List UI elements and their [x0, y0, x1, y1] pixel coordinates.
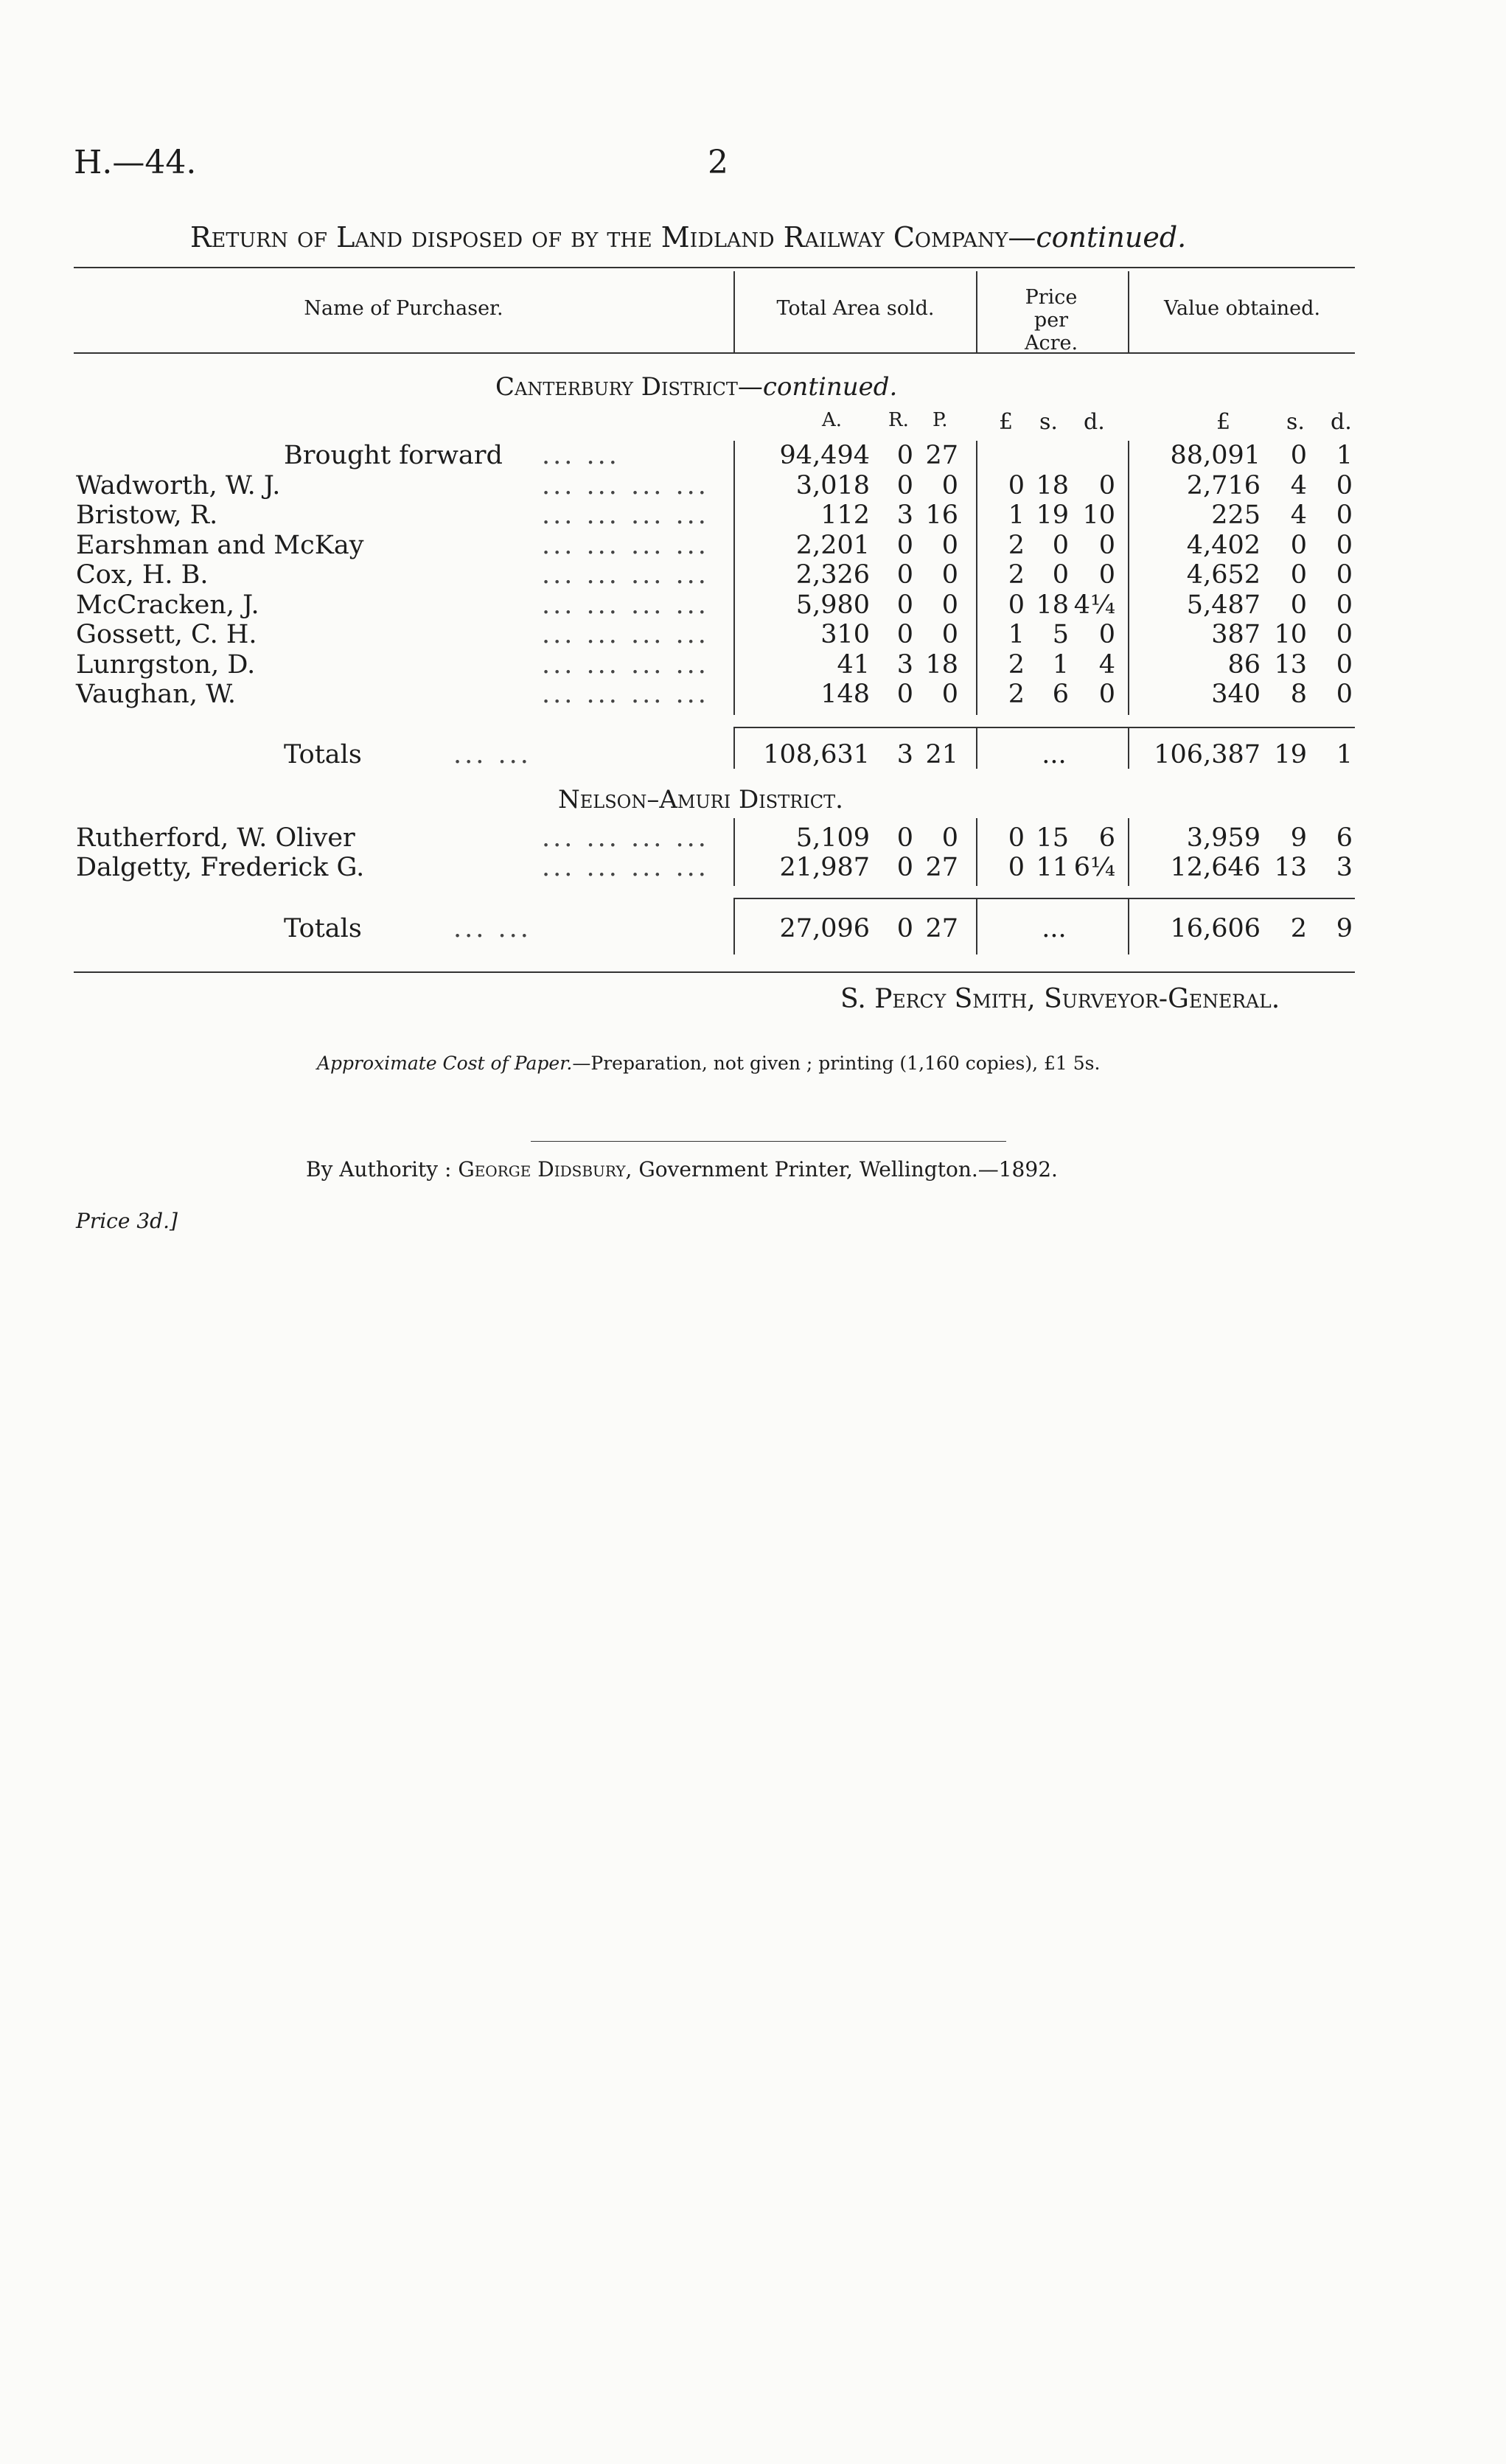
- value-pence: 0: [1336, 620, 1353, 649]
- purchaser-name: Vaughan, W.: [76, 680, 237, 709]
- purchaser-name: Wadworth, W. J.: [76, 470, 281, 500]
- value-pence: 0: [1336, 560, 1353, 590]
- printer-name: George Didsbury: [458, 1157, 626, 1182]
- value-pounds: 387: [1211, 620, 1261, 649]
- purchaser-name: Dalgetty, Frederick G.: [76, 853, 365, 882]
- area-roods: 0: [896, 530, 913, 560]
- price-pounds: 0: [1008, 853, 1025, 882]
- total-price: ...: [1042, 740, 1067, 769]
- purchaser-name: Brought forward: [284, 441, 503, 470]
- total-value-shillings: 19: [1274, 740, 1307, 769]
- purchaser-name: Bristow, R.: [76, 500, 218, 530]
- area-acres: 21,987: [779, 853, 870, 882]
- area-roods: 0: [896, 470, 913, 500]
- authority-suffix: , Government Printer, Wellington.—1892.: [625, 1157, 1058, 1182]
- area-roods: 0: [896, 823, 913, 853]
- area-perches: 27: [925, 853, 958, 882]
- total-value-pounds: 16,606: [1170, 914, 1261, 943]
- col-header-price: Price per Acre.: [1024, 286, 1078, 355]
- nelson-heading: Nelson–Amuri District.: [558, 785, 843, 814]
- value-shillings: 0: [1290, 530, 1307, 560]
- area-perches: 0: [941, 620, 958, 649]
- column-divider: [1128, 899, 1129, 954]
- table-bottom-rule: [74, 971, 1355, 973]
- total-value-pounds: 106,387: [1154, 740, 1261, 769]
- signature: S. Percy Smith, Surveyor-General.: [840, 984, 1280, 1014]
- area-acres: 2,326: [795, 560, 870, 590]
- title-continued: continued.: [1036, 221, 1187, 254]
- price-pence: 4: [1098, 649, 1115, 680]
- unit-labels: [0, 409, 1506, 436]
- total-area-roods: 3: [896, 740, 913, 769]
- area-acres: 148: [820, 680, 870, 709]
- value-shillings: 13: [1274, 853, 1307, 882]
- price-pounds: 1: [1008, 620, 1025, 649]
- price-shillings: 0: [1052, 560, 1069, 590]
- price-pence: 6¼: [1073, 853, 1115, 882]
- table-row: [0, 531, 1506, 560]
- canterbury-heading-text: Canterbury District—: [495, 372, 763, 402]
- area-perches: 16: [925, 500, 958, 530]
- canterbury-heading-continued: continued.: [762, 372, 898, 402]
- price-pence: 6: [1098, 823, 1115, 853]
- table-row: [0, 560, 1506, 590]
- price-shillings: 18: [1036, 590, 1069, 620]
- unit-value-shillings: s.: [1286, 409, 1305, 435]
- area-acres: 112: [820, 500, 870, 530]
- area-perches: 0: [941, 530, 958, 560]
- value-shillings: 0: [1290, 590, 1307, 620]
- purchaser-name: Gossett, C. H.: [76, 620, 257, 649]
- purchaser-name: Rutherford, W. Oliver: [76, 823, 355, 853]
- area-roods: 3: [896, 649, 913, 680]
- subtotal-rule: [733, 727, 1355, 728]
- column-divider: [1128, 441, 1129, 715]
- leader-dots: ... ...: [453, 914, 531, 943]
- leader-dots: ... ... ... ...: [542, 560, 709, 590]
- col-header-name: Name of Purchaser.: [304, 297, 503, 320]
- unit-price-shillings: s.: [1039, 409, 1058, 435]
- column-divider: [1128, 728, 1129, 769]
- leader-dots: ... ... ... ...: [542, 620, 709, 649]
- table-row: [0, 853, 1506, 882]
- unit-price-pence: d.: [1084, 409, 1105, 435]
- value-pounds: 86: [1227, 649, 1261, 680]
- totals-label: Totals: [284, 914, 362, 943]
- area-perches: 18: [925, 649, 958, 680]
- area-perches: 0: [941, 560, 958, 590]
- price-pounds: 2: [1008, 560, 1025, 590]
- area-acres: 94,494: [779, 441, 870, 470]
- area-roods: 0: [896, 853, 913, 882]
- table-row: [0, 823, 1506, 853]
- value-pounds: 3,959: [1186, 823, 1261, 853]
- price-pounds: 2: [1008, 649, 1025, 680]
- purchaser-name: Earshman and McKay: [76, 530, 364, 560]
- price-pence: 10: [1082, 500, 1115, 530]
- column-divider: [733, 441, 735, 715]
- price-pence: 0: [1098, 560, 1115, 590]
- area-perches: 0: [941, 590, 958, 620]
- canterbury-heading: [495, 372, 897, 402]
- total-value-pence: 9: [1336, 914, 1353, 943]
- value-pounds: 12,646: [1170, 853, 1261, 882]
- page-identifier: H.—44.: [74, 144, 197, 181]
- value-pence: 0: [1336, 590, 1353, 620]
- col-header-value: Value obtained.: [1163, 297, 1321, 320]
- value-pence: 0: [1336, 680, 1353, 709]
- leader-dots: ... ... ... ...: [542, 500, 709, 530]
- unit-perches: P.: [932, 409, 948, 431]
- area-perches: 0: [941, 680, 958, 709]
- leader-dots: ... ... ... ...: [542, 649, 709, 680]
- area-acres: 2,201: [795, 530, 870, 560]
- price-shillings: 11: [1036, 853, 1069, 882]
- table-row: [0, 441, 1506, 470]
- cost-label: Approximate Cost of Paper.: [317, 1053, 573, 1074]
- purchaser-name: Cox, H. B.: [76, 560, 209, 590]
- value-pounds: 225: [1211, 500, 1261, 530]
- title-main: Return of Land disposed of by the Midland Railway Company—: [190, 221, 1036, 254]
- area-perches: 0: [941, 470, 958, 500]
- value-shillings: 0: [1290, 441, 1307, 470]
- document-title: [190, 221, 1186, 254]
- table-top-rule: [74, 267, 1355, 268]
- table-row: [0, 500, 1506, 530]
- header-bottom-rule: [74, 352, 1355, 354]
- price-shillings: 15: [1036, 823, 1069, 853]
- cost-note: [317, 1053, 1100, 1074]
- area-acres: 41: [837, 649, 870, 680]
- total-value-pence: 1: [1336, 740, 1353, 769]
- total-area-acres: 27,096: [779, 914, 870, 943]
- price-note: Price 3d.]: [76, 1209, 178, 1233]
- column-divider: [1128, 818, 1129, 886]
- table-row: [0, 650, 1506, 680]
- price-shillings: 0: [1052, 530, 1069, 560]
- leader-dots: ... ... ... ...: [542, 530, 709, 560]
- area-acres: 5,980: [795, 590, 870, 620]
- unit-acres: A.: [822, 409, 843, 431]
- price-pence: 0: [1098, 470, 1115, 500]
- value-pounds: 2,716: [1186, 470, 1261, 500]
- value-pounds: 4,402: [1186, 530, 1261, 560]
- total-area-acres: 108,631: [763, 740, 870, 769]
- price-shillings: 6: [1052, 680, 1069, 709]
- price-shillings: 19: [1036, 500, 1069, 530]
- price-pounds: 0: [1008, 590, 1025, 620]
- column-divider: [976, 818, 977, 886]
- price-pence: 0: [1098, 680, 1115, 709]
- unit-value-pounds: £: [1216, 409, 1231, 435]
- unit-price-pounds: £: [999, 409, 1014, 435]
- area-perches: 0: [941, 823, 958, 853]
- col-header-area: Total Area sold.: [776, 297, 935, 320]
- unit-value-pence: d.: [1331, 409, 1352, 435]
- price-pounds: 0: [1008, 470, 1025, 500]
- area-roods: 0: [896, 680, 913, 709]
- price-shillings: 5: [1052, 620, 1069, 649]
- page-number: 2: [708, 144, 728, 181]
- table-row: [0, 471, 1506, 500]
- column-divider: [976, 441, 977, 715]
- value-pence: 0: [1336, 649, 1353, 680]
- column-divider: [733, 818, 735, 886]
- column-divider: [976, 271, 977, 352]
- price-pence: 4¼: [1073, 590, 1115, 620]
- column-divider: [976, 899, 977, 954]
- price-pence: 0: [1098, 620, 1115, 649]
- leader-dots: ... ... ... ...: [542, 853, 709, 882]
- value-shillings: 4: [1290, 500, 1307, 530]
- price-shillings: 1: [1052, 649, 1069, 680]
- price-pounds: 2: [1008, 680, 1025, 709]
- total-area-roods: 0: [896, 914, 913, 943]
- value-pence: 0: [1336, 530, 1353, 560]
- purchaser-name: McCracken, J.: [76, 590, 259, 620]
- value-pounds: 88,091: [1170, 441, 1261, 470]
- area-roods: 0: [896, 560, 913, 590]
- subtotal-rule: [733, 898, 1355, 899]
- value-shillings: 0: [1290, 560, 1307, 590]
- value-shillings: 13: [1274, 649, 1307, 680]
- area-perches: 27: [925, 441, 958, 470]
- price-pence: 0: [1098, 530, 1115, 560]
- price-pounds: 0: [1008, 823, 1025, 853]
- value-shillings: 9: [1290, 823, 1307, 853]
- value-pounds: 4,652: [1186, 560, 1261, 590]
- leader-dots: ... ... ... ...: [542, 823, 709, 853]
- value-shillings: 4: [1290, 470, 1307, 500]
- column-divider: [976, 728, 977, 769]
- totals-label: Totals: [284, 740, 362, 769]
- total-value-shillings: 2: [1290, 914, 1307, 943]
- value-pence: 6: [1336, 823, 1353, 853]
- price-pounds: 2: [1008, 530, 1025, 560]
- total-area-perches: 27: [925, 914, 958, 943]
- table-row: [0, 680, 1506, 709]
- column-divider: [733, 728, 735, 769]
- value-pounds: 340: [1211, 680, 1261, 709]
- area-acres: 5,109: [795, 823, 870, 853]
- total-price: ...: [1042, 914, 1067, 943]
- leader-dots: ... ... ... ...: [542, 470, 709, 500]
- value-pence: 0: [1336, 470, 1353, 500]
- leader-dots: ... ...: [542, 441, 620, 470]
- value-pounds: 5,487: [1186, 590, 1261, 620]
- value-pence: 3: [1336, 853, 1353, 882]
- price-shillings: 18: [1036, 470, 1069, 500]
- leader-dots: ... ... ... ...: [542, 590, 709, 620]
- cost-text: —Preparation, not given ; printing (1,160 copies), £1 5s.: [572, 1053, 1101, 1074]
- printer-authority: [306, 1157, 1058, 1182]
- leader-dots: ... ...: [453, 740, 531, 769]
- value-shillings: 8: [1290, 680, 1307, 709]
- totals-row: [0, 914, 1506, 943]
- area-roods: 0: [896, 590, 913, 620]
- area-roods: 0: [896, 441, 913, 470]
- authority-rule: [531, 1141, 1006, 1142]
- leader-dots: ... ... ... ...: [542, 680, 709, 709]
- table-row: [0, 590, 1506, 620]
- column-divider: [733, 899, 735, 954]
- area-roods: 0: [896, 620, 913, 649]
- value-pence: 0: [1336, 500, 1353, 530]
- area-acres: 310: [820, 620, 870, 649]
- value-pence: 1: [1336, 441, 1353, 470]
- authority-prefix: By Authority :: [306, 1157, 459, 1182]
- table-row: [0, 620, 1506, 649]
- purchaser-name: Lunrgston, D.: [76, 649, 256, 680]
- total-area-perches: 21: [925, 740, 958, 769]
- unit-roods: R.: [888, 409, 909, 431]
- price-pounds: 1: [1008, 500, 1025, 530]
- totals-row: [0, 740, 1506, 769]
- area-roods: 3: [896, 500, 913, 530]
- area-acres: 3,018: [795, 470, 870, 500]
- value-shillings: 10: [1274, 620, 1307, 649]
